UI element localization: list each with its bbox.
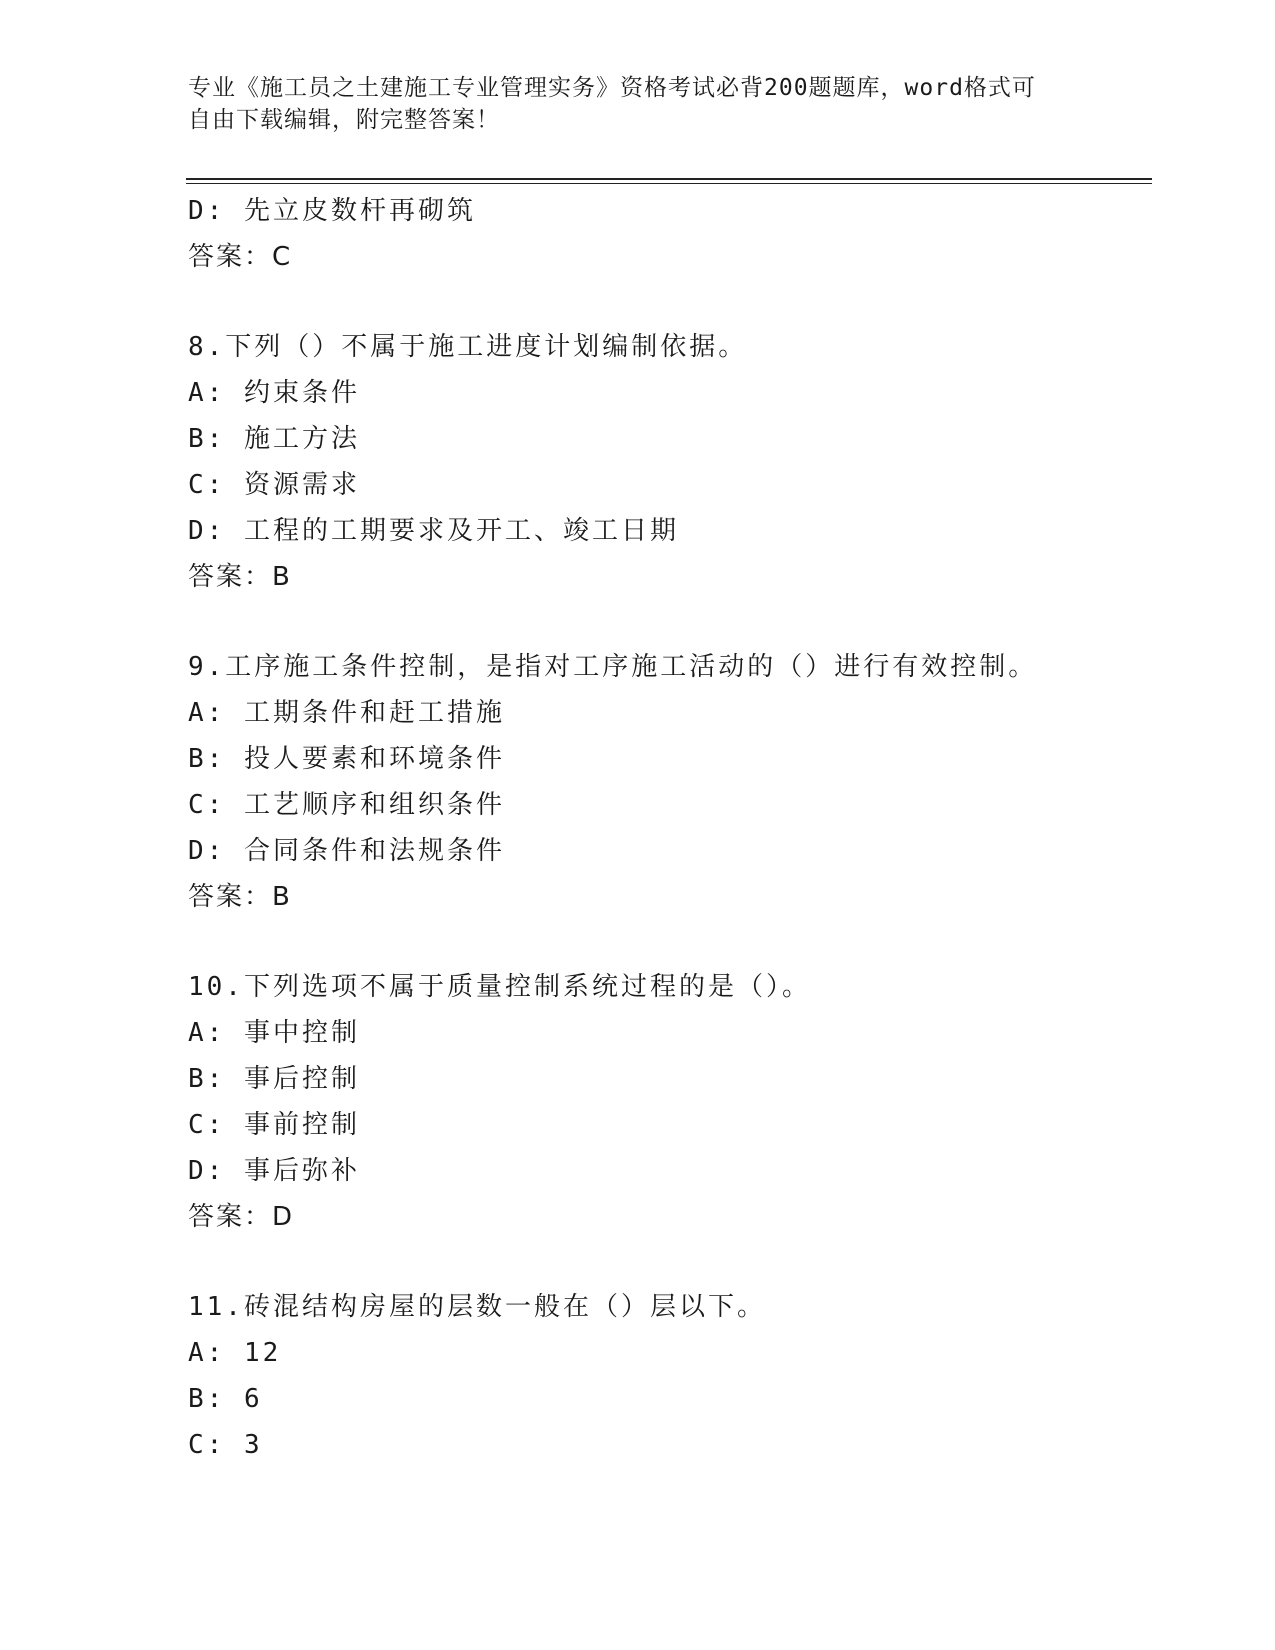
answer-line: 答案：D bbox=[188, 1202, 295, 1232]
question-stem: 8.下列（）不属于施工进度计划编制依据。 bbox=[188, 332, 748, 362]
question-9 bbox=[188, 644, 1148, 920]
question-8 bbox=[188, 324, 1148, 600]
question-fragment-7 bbox=[188, 188, 1148, 280]
question-list bbox=[188, 188, 1148, 1468]
question-10 bbox=[188, 964, 1148, 1240]
option-a: A: 事中控制 bbox=[188, 1018, 360, 1048]
question-11 bbox=[188, 1284, 1148, 1468]
spacer bbox=[188, 920, 1148, 964]
option-b: B: 投人要素和环境条件 bbox=[188, 744, 505, 774]
question-stem: 11.砖混结构房屋的层数一般在（）层以下。 bbox=[188, 1292, 766, 1322]
answer-line: 答案：B bbox=[188, 882, 292, 912]
answer-line: 答案：B bbox=[188, 562, 292, 592]
option-c: C: 工艺顺序和组织条件 bbox=[188, 790, 505, 820]
document-header bbox=[188, 72, 1088, 136]
spacer bbox=[188, 600, 1148, 644]
option-d: D: 工程的工期要求及开工、竣工日期 bbox=[188, 516, 679, 546]
answer-line: 答案：C bbox=[188, 242, 293, 272]
option-c: C: 资源需求 bbox=[188, 470, 360, 500]
question-stem: 10.下列选项不属于质量控制系统过程的是（）。 bbox=[188, 972, 811, 1002]
option-d: D: 事后弥补 bbox=[188, 1156, 360, 1186]
option-a: A: 约束条件 bbox=[188, 378, 360, 408]
header-title-line-1: 专业《施工员之土建施工专业管理实务》资格考试必背200题题库，word格式可 bbox=[188, 75, 1036, 101]
spacer bbox=[188, 280, 1148, 324]
header-divider-thin bbox=[186, 183, 1152, 184]
header-divider-thick bbox=[186, 178, 1152, 180]
option-a: A: 工期条件和赶工措施 bbox=[188, 698, 505, 728]
option-a: A: 12 bbox=[188, 1338, 282, 1368]
option-c: C: 事前控制 bbox=[188, 1110, 360, 1140]
spacer bbox=[188, 1240, 1148, 1284]
option-d: D: 合同条件和法规条件 bbox=[188, 836, 505, 866]
option-b: B: 施工方法 bbox=[188, 424, 360, 454]
question-stem: 9.工序施工条件控制，是指对工序施工活动的（）进行有效控制。 bbox=[188, 652, 1038, 682]
option-b: B: 6 bbox=[188, 1384, 263, 1414]
header-title-line-2: 自由下载编辑，附完整答案！ bbox=[188, 107, 500, 133]
option-d: D: 先立皮数杆再砌筑 bbox=[188, 196, 476, 226]
option-c: C: 3 bbox=[188, 1430, 263, 1460]
option-b: B: 事后控制 bbox=[188, 1064, 360, 1094]
